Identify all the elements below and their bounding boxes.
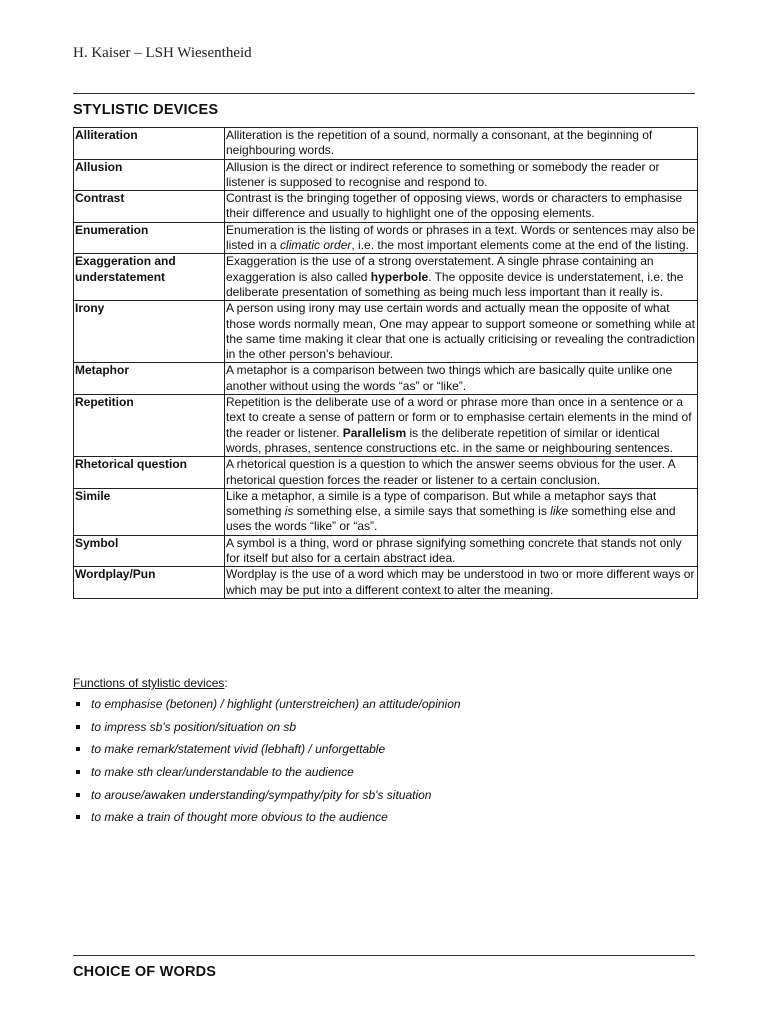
square-bullet-icon bbox=[76, 815, 80, 819]
definition-text: Allusion is the direct or indirect reference to something or somebody the reader or listener is supposed to recognise and respond to. bbox=[226, 159, 660, 189]
table-row bbox=[74, 159, 698, 191]
definition-text: Wordplay is the use of a word which may be understood in two or more different ways or which may be put into a different context to alter the meaning. bbox=[226, 567, 695, 597]
device-definition bbox=[225, 457, 698, 489]
header-rule bbox=[73, 93, 695, 94]
function-item-text: to impress sb's position/situation on sb bbox=[91, 719, 297, 734]
table-row bbox=[74, 128, 698, 160]
list-item bbox=[73, 787, 461, 810]
table-row bbox=[74, 222, 698, 254]
definition-text: Repetition is the deliberate use of a word or phrase more than once in a sentence or a text to create a sense of pattern or form or to emphasise certain elements in the mind of the reader or listener. bbox=[226, 395, 692, 440]
definition-text: something else and uses the words “like” or “as”. bbox=[226, 504, 676, 534]
device-definition bbox=[225, 128, 698, 160]
table-row bbox=[74, 488, 698, 535]
device-term: Allusion bbox=[74, 159, 225, 191]
functions-list bbox=[73, 696, 461, 832]
device-term: Metaphor bbox=[74, 363, 225, 395]
function-item-text: to make a train of thought more obvious to the audience bbox=[91, 810, 388, 825]
table-row bbox=[74, 254, 698, 301]
device-definition bbox=[225, 254, 698, 301]
table-row bbox=[74, 395, 698, 457]
square-bullet-icon bbox=[76, 702, 80, 706]
device-definition bbox=[225, 535, 698, 567]
device-definition bbox=[225, 363, 698, 395]
table-row bbox=[74, 363, 698, 395]
function-item-text: to make sth clear/understandable to the audience bbox=[91, 765, 354, 780]
section-rule bbox=[73, 955, 695, 956]
list-item bbox=[73, 809, 461, 832]
square-bullet-icon bbox=[76, 725, 80, 729]
device-term: Enumeration bbox=[74, 222, 225, 254]
functions-heading: Functions of stylistic devices bbox=[73, 676, 225, 690]
definition-emphasis-italic: like bbox=[550, 504, 569, 519]
definition-text: something else, a simile says that something is bbox=[293, 504, 551, 519]
device-definition bbox=[225, 567, 698, 599]
function-item-text: to make remark/statement vivid (lebhaft) / unforgettable bbox=[91, 742, 386, 757]
function-item-text: to arouse/awaken understanding/sympathy/pity for sb's situation bbox=[91, 787, 432, 802]
table-row bbox=[74, 457, 698, 489]
functions-heading-colon: : bbox=[224, 676, 228, 690]
table-row bbox=[74, 191, 698, 223]
list-item bbox=[73, 741, 461, 764]
function-item-text: to emphasise (betonen) / highlight (unterstreichen) an attitude/opinion bbox=[91, 697, 461, 711]
device-term: Exaggeration and understatement bbox=[74, 254, 225, 301]
definition-text: A symbol is a thing, word or phrase signifying something concrete that stands not only for itself but also for a certain abstract idea. bbox=[226, 535, 682, 566]
device-definition bbox=[225, 191, 698, 223]
definition-text: is the deliberate repetition of similar or identical words, phrases, sentence constructions etc. in the same or neighbouring sentences. bbox=[226, 425, 673, 455]
square-bullet-icon bbox=[76, 747, 80, 751]
device-definition bbox=[225, 301, 698, 363]
definition-emphasis-bold: Parallelism bbox=[342, 425, 407, 440]
table-row bbox=[74, 535, 698, 567]
definition-emphasis-bold: hyperbole bbox=[370, 269, 429, 284]
author-header: H. Kaiser – LSH Wiesentheid bbox=[73, 45, 252, 61]
list-item bbox=[73, 696, 461, 719]
definition-emphasis-italic: climatic order bbox=[280, 238, 352, 253]
functions-section bbox=[73, 676, 461, 832]
table-row bbox=[74, 567, 698, 599]
device-term: Symbol bbox=[74, 535, 225, 567]
definition-text: A metaphor is a comparison between two things which are basically quite unlike one another without using the words “as” or “like”. bbox=[226, 363, 673, 393]
definition-text: Contrast is the bringing together of opposing views, words or characters to emphasise their difference and usually to highlight one of the opposing elements. bbox=[226, 191, 683, 221]
list-item bbox=[73, 764, 461, 787]
definition-text: . The opposite device is understatement, i.e. the deliberate presentation of something as being much less important than it really is. bbox=[226, 269, 684, 299]
device-term: Contrast bbox=[74, 191, 225, 223]
device-term: Irony bbox=[74, 301, 225, 363]
definition-text: Alliteration is the repetition of a sound, normally a consonant, at the beginning of neighbouring words. bbox=[226, 128, 653, 158]
device-definition bbox=[225, 159, 698, 191]
list-item bbox=[73, 719, 461, 742]
section-title-stylistic-devices: STYLISTIC DEVICES bbox=[73, 102, 219, 118]
device-term: Wordplay/Pun bbox=[74, 567, 225, 599]
square-bullet-icon bbox=[76, 793, 80, 797]
device-term: Alliteration bbox=[74, 128, 225, 160]
device-definition bbox=[225, 395, 698, 457]
table-row bbox=[74, 301, 698, 363]
functions-heading-wrap bbox=[73, 676, 461, 690]
definition-text: Exaggeration is the use of a strong overstatement. A single phrase containing an exaggeration is also called bbox=[226, 254, 654, 284]
device-term: Rhetorical question bbox=[74, 457, 225, 489]
devices-table-body bbox=[74, 128, 698, 599]
definition-text: Like a metaphor, a simile is a type of comparison. But while a metaphor says that something bbox=[226, 488, 657, 519]
device-term: Repetition bbox=[74, 395, 225, 457]
definition-text: A rhetorical question is a question to which the answer seems obvious for the user. A rhetorical question forces the reader or listener to a certain conclusion. bbox=[226, 457, 675, 487]
definition-text: Enumeration is the listing of words or phrases in a text. Words or sentences may also be listed in a bbox=[226, 222, 696, 253]
device-definition bbox=[225, 222, 698, 254]
section-title-choice-of-words: CHOICE OF WORDS bbox=[73, 964, 217, 980]
definition-emphasis-italic: is bbox=[284, 504, 294, 519]
device-term: Simile bbox=[74, 488, 225, 535]
stylistic-devices-table bbox=[73, 127, 698, 599]
square-bullet-icon bbox=[76, 770, 80, 774]
definition-text: A person using irony may use certain words and actually mean the opposite of what those words normally mean, One may appear to support someone or something while at the same time making it clear that one is actually criticising or revealing the contradiction in the other person's behaviour. bbox=[226, 301, 695, 362]
definition-text: , i.e. the most important elements come at the end of the listing. bbox=[351, 238, 689, 253]
device-definition bbox=[225, 488, 698, 535]
